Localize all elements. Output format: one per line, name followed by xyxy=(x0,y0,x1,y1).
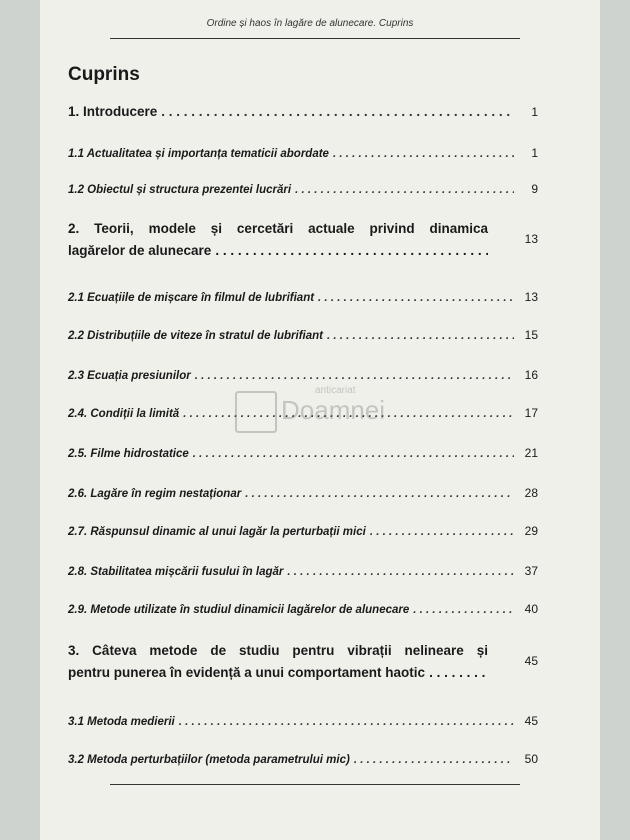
toc-entry-label: 1.2 Obiectul și structura prezentei lucrări xyxy=(68,184,292,196)
toc-entry-page: 40 xyxy=(524,602,538,616)
toc-entry-page: 50 xyxy=(524,752,538,766)
running-header: Ordine și haos în lagăre de alunecare. Cuprins xyxy=(206,18,414,29)
toc-entry-label-line2-wrap xyxy=(68,662,488,684)
toc-entry-label: 2.1 Ecuațiile de mișcare în filmul de lubrifiant xyxy=(68,292,315,304)
toc-entry xyxy=(68,602,538,616)
leader-dots xyxy=(179,716,514,728)
toc-entry-label: 3.2 Metoda perturbațiilor (metoda parametrului mic) xyxy=(68,754,350,766)
toc-entry-page: 15 xyxy=(524,328,538,342)
toc-entry xyxy=(68,752,538,766)
toc-entry xyxy=(68,146,538,160)
toc-chapter-entry xyxy=(68,218,538,264)
toc-entry-page: 17 xyxy=(524,406,538,420)
toc-entry-page: 29 xyxy=(524,524,538,538)
leader-dots xyxy=(333,148,514,160)
toc-entry-label: 2.9. Metode utilizate în studiul dinamicii lagărelor de alunecare xyxy=(68,604,410,616)
toc-entry xyxy=(68,104,538,119)
toc-entry xyxy=(68,446,538,460)
leader-dots xyxy=(193,448,514,460)
toc-entry-label: 2.3 Ecuația presiunilor xyxy=(68,370,191,382)
toc-entry-page: 1 xyxy=(531,105,538,119)
toc-entry-page: 13 xyxy=(524,232,538,246)
toc-entry xyxy=(68,290,538,304)
leader-dots xyxy=(370,526,514,538)
toc-entry xyxy=(68,182,538,196)
leader-dots xyxy=(413,604,514,616)
leader-dots xyxy=(318,292,514,304)
toc-entry-label: 1. Introducere xyxy=(68,104,158,119)
leader-dots xyxy=(327,330,514,342)
leader-dots xyxy=(354,754,514,766)
toc-entry xyxy=(68,714,538,728)
toc-chapter-entry xyxy=(68,640,538,686)
toc-entry-label: 2.6. Lagăre în regim nestaționar xyxy=(68,488,242,500)
toc-entry-page: 1 xyxy=(531,146,538,160)
document-page xyxy=(40,0,600,840)
toc-entry-page: 16 xyxy=(524,368,538,382)
toc-entry-page: 45 xyxy=(524,654,538,668)
toc-entry xyxy=(68,524,538,538)
watermark-logo-icon xyxy=(235,391,277,433)
footer-rule xyxy=(110,784,520,785)
toc-entry xyxy=(68,328,538,342)
toc-entry-label-line1: 3. Câteva metode de studiu pentru vibrații nelineare și xyxy=(68,643,488,658)
watermark-big-text: Doamnei xyxy=(281,395,386,425)
leader-dots xyxy=(245,488,514,500)
toc-entry-label: 2.2 Distribuțiile de viteze în stratul de lubrifiant xyxy=(68,330,323,342)
toc-entry-label-line2-wrap xyxy=(68,240,488,262)
watermark xyxy=(235,385,435,445)
toc-entry-page: 9 xyxy=(531,182,538,196)
leader-dots xyxy=(215,240,488,262)
toc-entry-label-line2: pentru punerea în evidență a unui comportament haotic xyxy=(68,665,426,680)
leader-dots xyxy=(195,370,514,382)
leader-dots xyxy=(287,566,514,578)
toc-title: Cuprins xyxy=(68,64,140,85)
leader-dots xyxy=(161,104,514,119)
toc-entry xyxy=(68,486,538,500)
toc-entry xyxy=(68,564,538,578)
toc-entry-label: 2.5. Filme hidrostatice xyxy=(68,448,189,460)
toc-entry-page: 45 xyxy=(524,714,538,728)
watermark-small-text: anticariat xyxy=(315,385,356,396)
toc-entry-page: 28 xyxy=(524,486,538,500)
toc-entry-page: 37 xyxy=(524,564,538,578)
toc-entry xyxy=(68,368,538,382)
header-rule xyxy=(110,38,520,39)
toc-entry-label: 2.8. Stabilitatea mișcării fusului în lagăr xyxy=(68,566,284,578)
toc-entry-page: 21 xyxy=(524,446,538,460)
leader-dots xyxy=(429,662,488,684)
toc-entry-page: 13 xyxy=(524,290,538,304)
leader-dots xyxy=(295,184,514,196)
toc-entry-label: 2.4. Condiții la limită xyxy=(68,408,180,420)
toc-entry-label: 1.1 Actualitatea și importanța tematicii abordate xyxy=(68,148,329,160)
toc-entry-label: 3.1 Metoda medierii xyxy=(68,716,175,728)
toc-entry-label-line1: 2. Teorii, modele și cercetări actuale privind dinamica xyxy=(68,221,488,236)
toc-entry-label: 2.7. Răspunsul dinamic al unui lagăr la perturbații mici xyxy=(68,526,366,538)
toc-entry-label-line2: lagărelor de alunecare xyxy=(68,243,212,258)
